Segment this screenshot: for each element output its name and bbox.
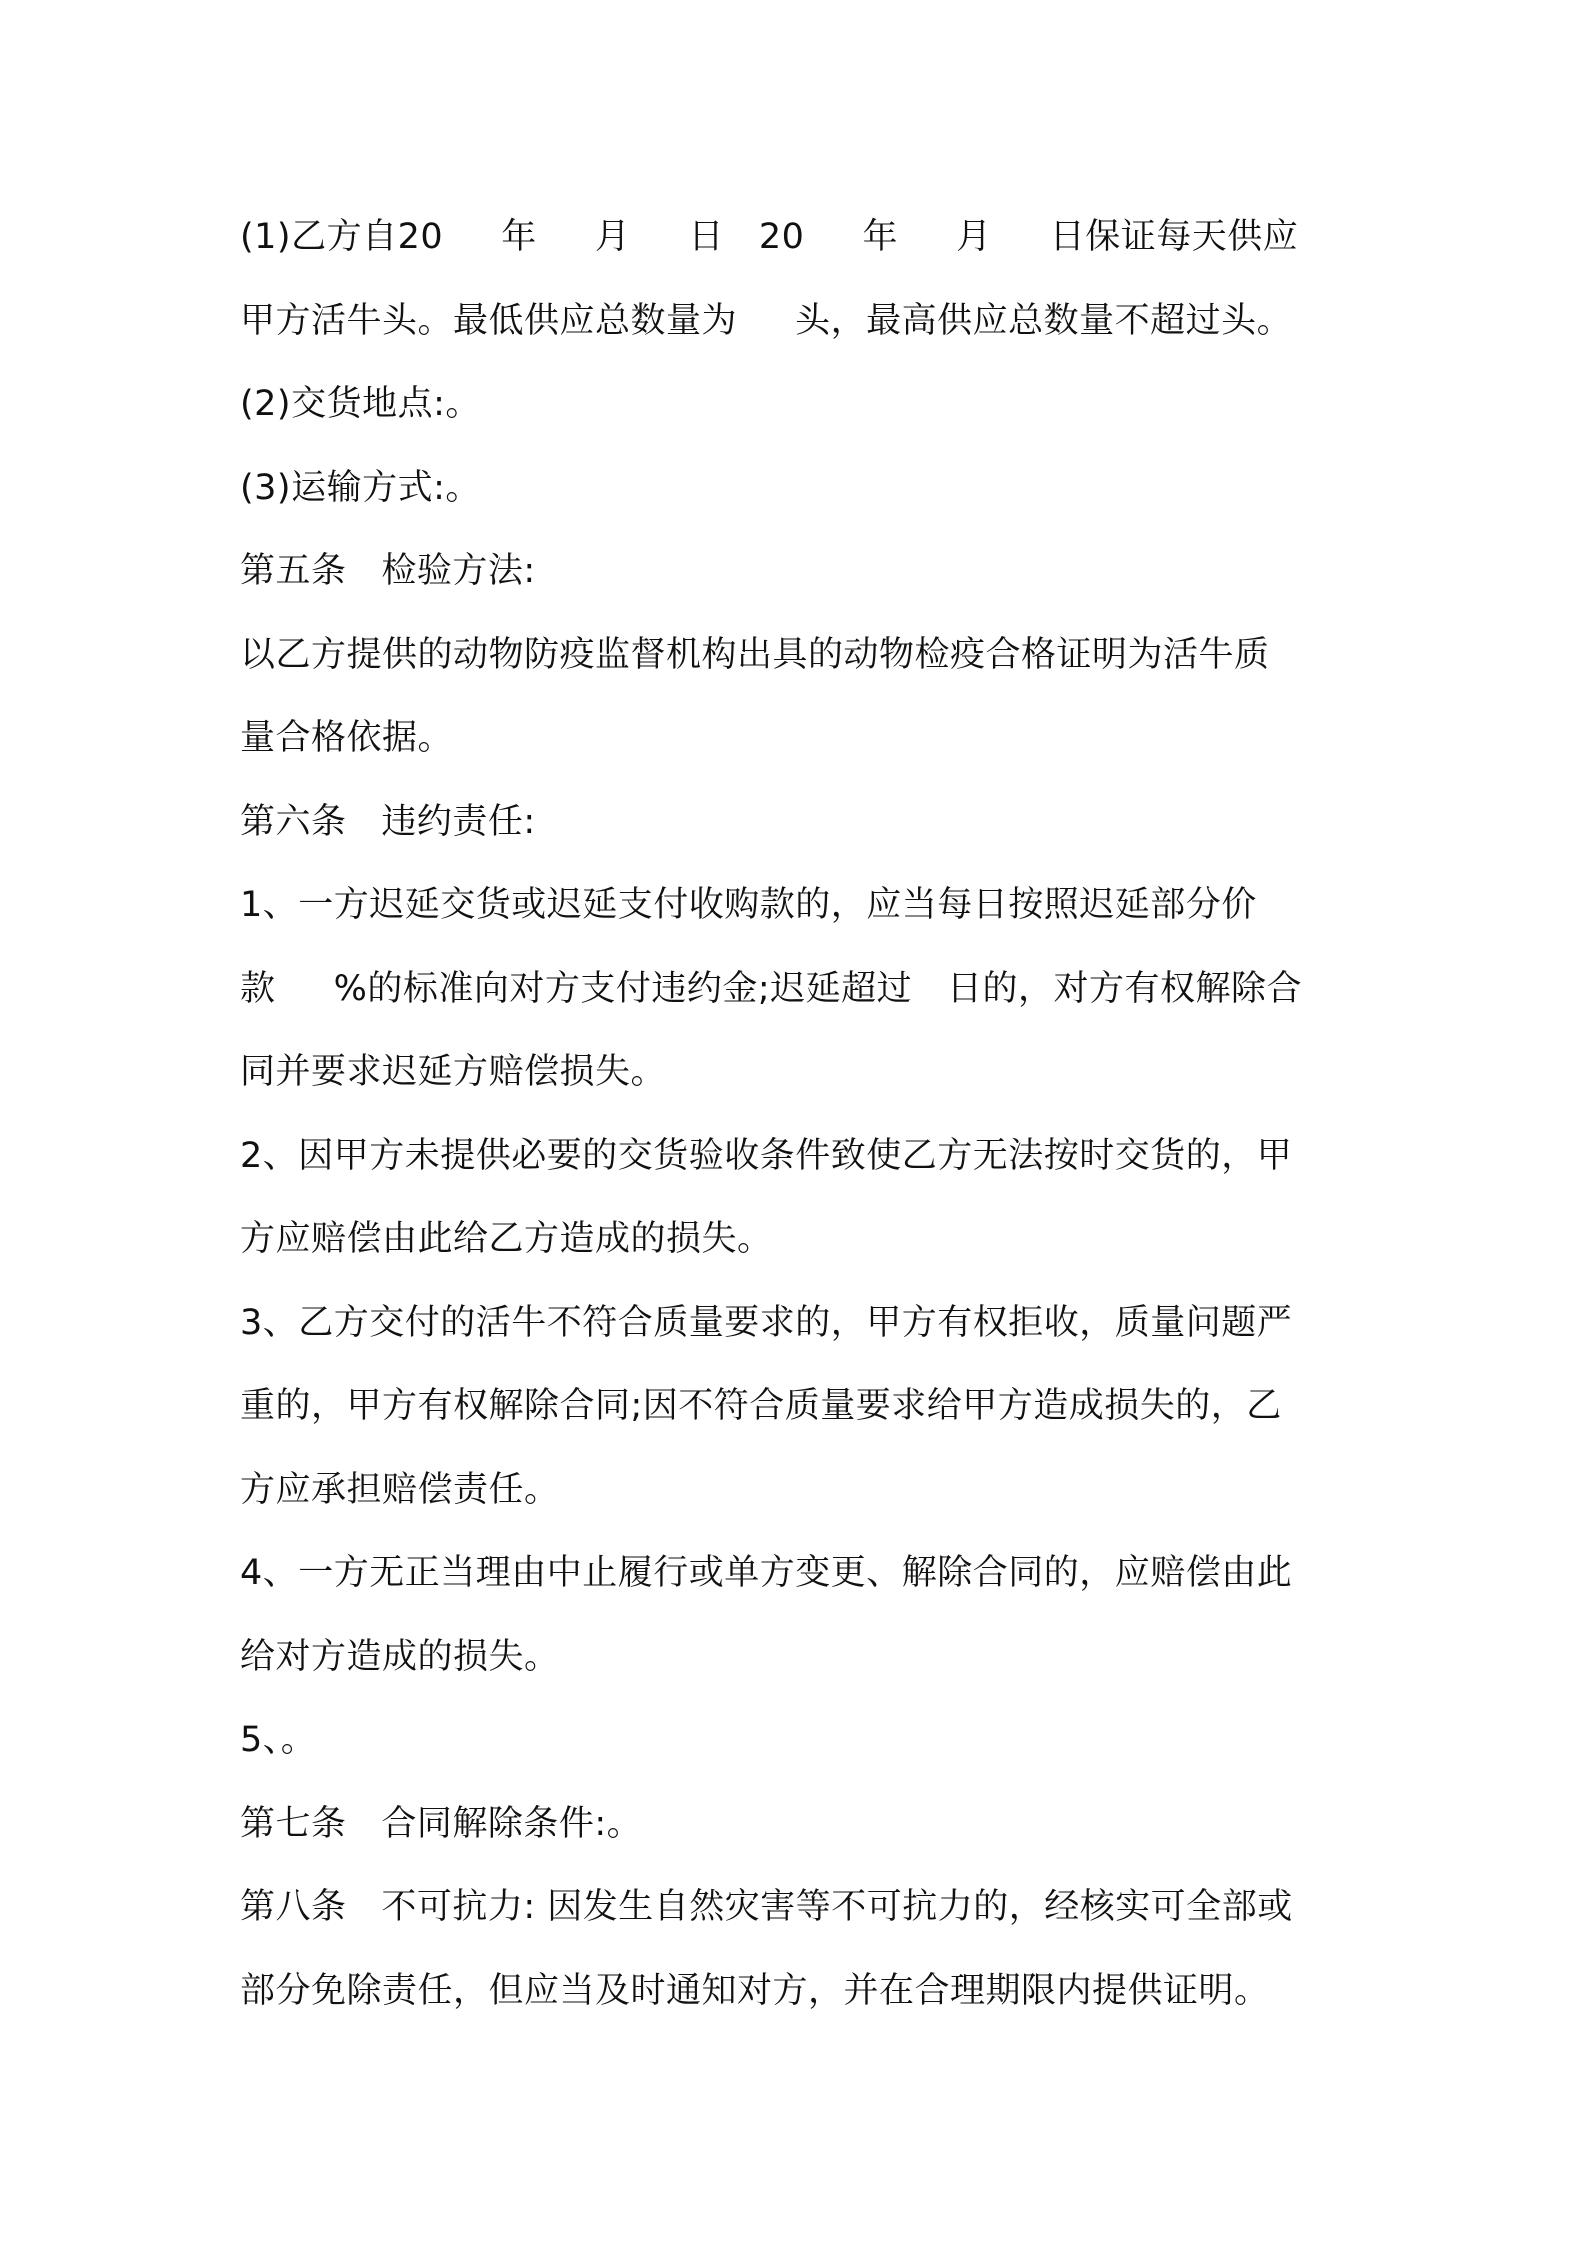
article-6-item-3-line-3: 方应承担赔偿责任。 — [240, 1469, 560, 1510]
article-5-text-line-1: 以乙方提供的动物防疫监督机构出具的动物检疫合格证明为活牛质 — [240, 634, 1270, 675]
article-5-text-line-2: 量合格依据。 — [240, 718, 454, 758]
article-6-item-1-line-2: 款 %的标准向对方支付违约金;迟延超过 日的，对方有权解除合 — [240, 968, 1303, 1009]
article-6-item-1-line-3: 同并要求迟延方赔偿损失。 — [240, 1052, 667, 1092]
clause-2-delivery-location-line: (2)交货地点:。 — [240, 384, 481, 424]
article-6-item-2-line-2: 方应赔偿由此给乙方造成的损失。 — [240, 1219, 773, 1259]
clause-3-transport-method-line: (3)运输方式:。 — [240, 467, 481, 508]
article-6-item-1-line-1: 1、一方迟延交货或迟延支付收购款的，应当每日按照迟延部分价 — [240, 885, 1257, 925]
article-8-text-line-1: 第八条 不可抗力: 因发生自然灾害等不可抗力的，经核实可全部或 — [240, 1887, 1293, 1927]
article-5-heading: 第五条 检验方法: — [240, 551, 536, 591]
article-6-item-5: 5、。 — [240, 1720, 317, 1760]
article-7-heading: 第七条 合同解除条件:。 — [240, 1803, 643, 1844]
article-6-item-3-line-1: 3、乙方交付的活牛不符合质量要求的，甲方有权拒收，质量问题严 — [240, 1302, 1293, 1343]
article-6-item-4-line-2: 给对方造成的损失。 — [240, 1636, 560, 1677]
article-6-item-4-line-1: 4、一方无正当理由中止履行或单方变更、解除合同的，应赔偿由此 — [240, 1553, 1293, 1593]
article-6-item-3-line-2: 重的，甲方有权解除合同;因不符合质量要求给甲方造成损失的，乙 — [240, 1386, 1282, 1426]
clause-1-supply-quantity-line: 甲方活牛头。最低供应总数量为 头，最高供应总数量不超过头。 — [240, 300, 1293, 341]
clause-1-supply-period-line: (1)乙方自20 年 月 日 20 年 月 日保证每天供应 — [240, 217, 1299, 257]
article-6-item-2-line-1: 2、因甲方未提供必要的交货验收条件致使乙方无法按时交货的，甲 — [240, 1135, 1293, 1176]
article-6-heading: 第六条 违约责任: — [240, 801, 536, 842]
contract-text-body — [240, 196, 1360, 2033]
article-8-text-line-2: 部分免除责任，但应当及时通知对方，并在合理期限内提供证明。 — [240, 1970, 1270, 2011]
